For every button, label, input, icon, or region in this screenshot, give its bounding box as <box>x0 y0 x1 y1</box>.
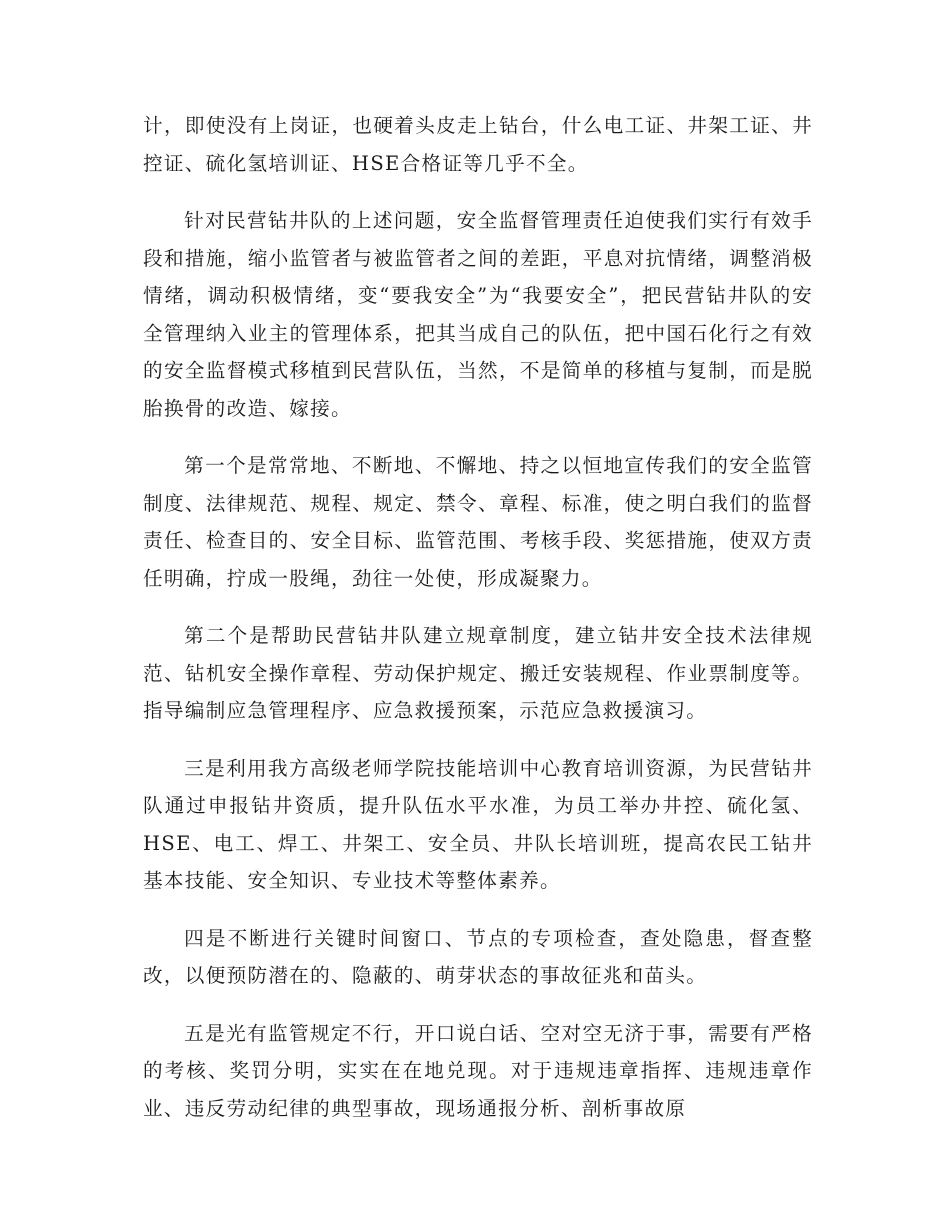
document-body <box>143 107 813 1147</box>
paragraph-point-four: 四是不断进行关键时间窗口、节点的专项检查，查处隐患，督查整改，以便预防潜在的、隐蔽的、萌芽状态的事故征兆和苗头。 <box>143 926 813 987</box>
paragraph-point-three: 三是利用我方高级老师学院技能培训中心教育培训资源，为民营钻井队通过申报钻井资质，提升队伍水平水准，为员工举办井控、硫化氢、HSE、电工、焊工、井架工、安全员、井队长培训班，提高农民工钻井基本技能、安全知识、专业技术等整体素养。 <box>143 756 813 892</box>
paragraph-point-two: 第二个是帮助民营钻井队建立规章制度，建立钻井安全技术法律规范、钻机安全操作章程、劳动保护规定、搬迁安装规程、作业票制度等。指导编制应急管理程序、应急救援预案，示范应急救援演习。 <box>143 624 813 722</box>
paragraph-point-one: 第一个是常常地、不断地、不懈地、持之以恒地宣传我们的安全监管制度、法律规范、规程、规定、禁令、章程、标准，使之明白我们的监督责任、检查目的、安全目标、监管范围、考核手段、奖惩措施，使双方责任明确，拧成一股绳，劲往一处使，形成凝聚力。 <box>143 454 813 590</box>
paragraph-continuation: 计，即使没有上岗证，也硬着头皮走上钻台，什么电工证、井架工证、井控证、硫化氢培训证、HSE合格证等几乎不全。 <box>143 114 813 175</box>
paragraph-supervision-response: 针对民营钻井队的上述问题，安全监督管理责任迫使我们实行有效手段和措施，缩小监管者与被监管者之间的差距，平息对抗情绪，调整消极情绪，调动积极情绪，变“要我安全”为“我要安全”，把民营钻井队的安全管理纳入业主的管理体系，把其当成自己的队伍，把中国石化行之有效的安全监督模式移植到民营队伍，当然，不是简单的移植与复制，而是脱胎换骨的改造、嫁接。 <box>143 209 813 420</box>
paragraph-point-five: 五是光有监管规定不行，开口说白话、空对空无济于事，需要有严格的考核、奖罚分明，实实在在地兑现。对于违规违章指挥、违规违章作业、违反劳动纪律的典型事故，现场通报分析、剖析事故原 <box>143 1021 813 1120</box>
